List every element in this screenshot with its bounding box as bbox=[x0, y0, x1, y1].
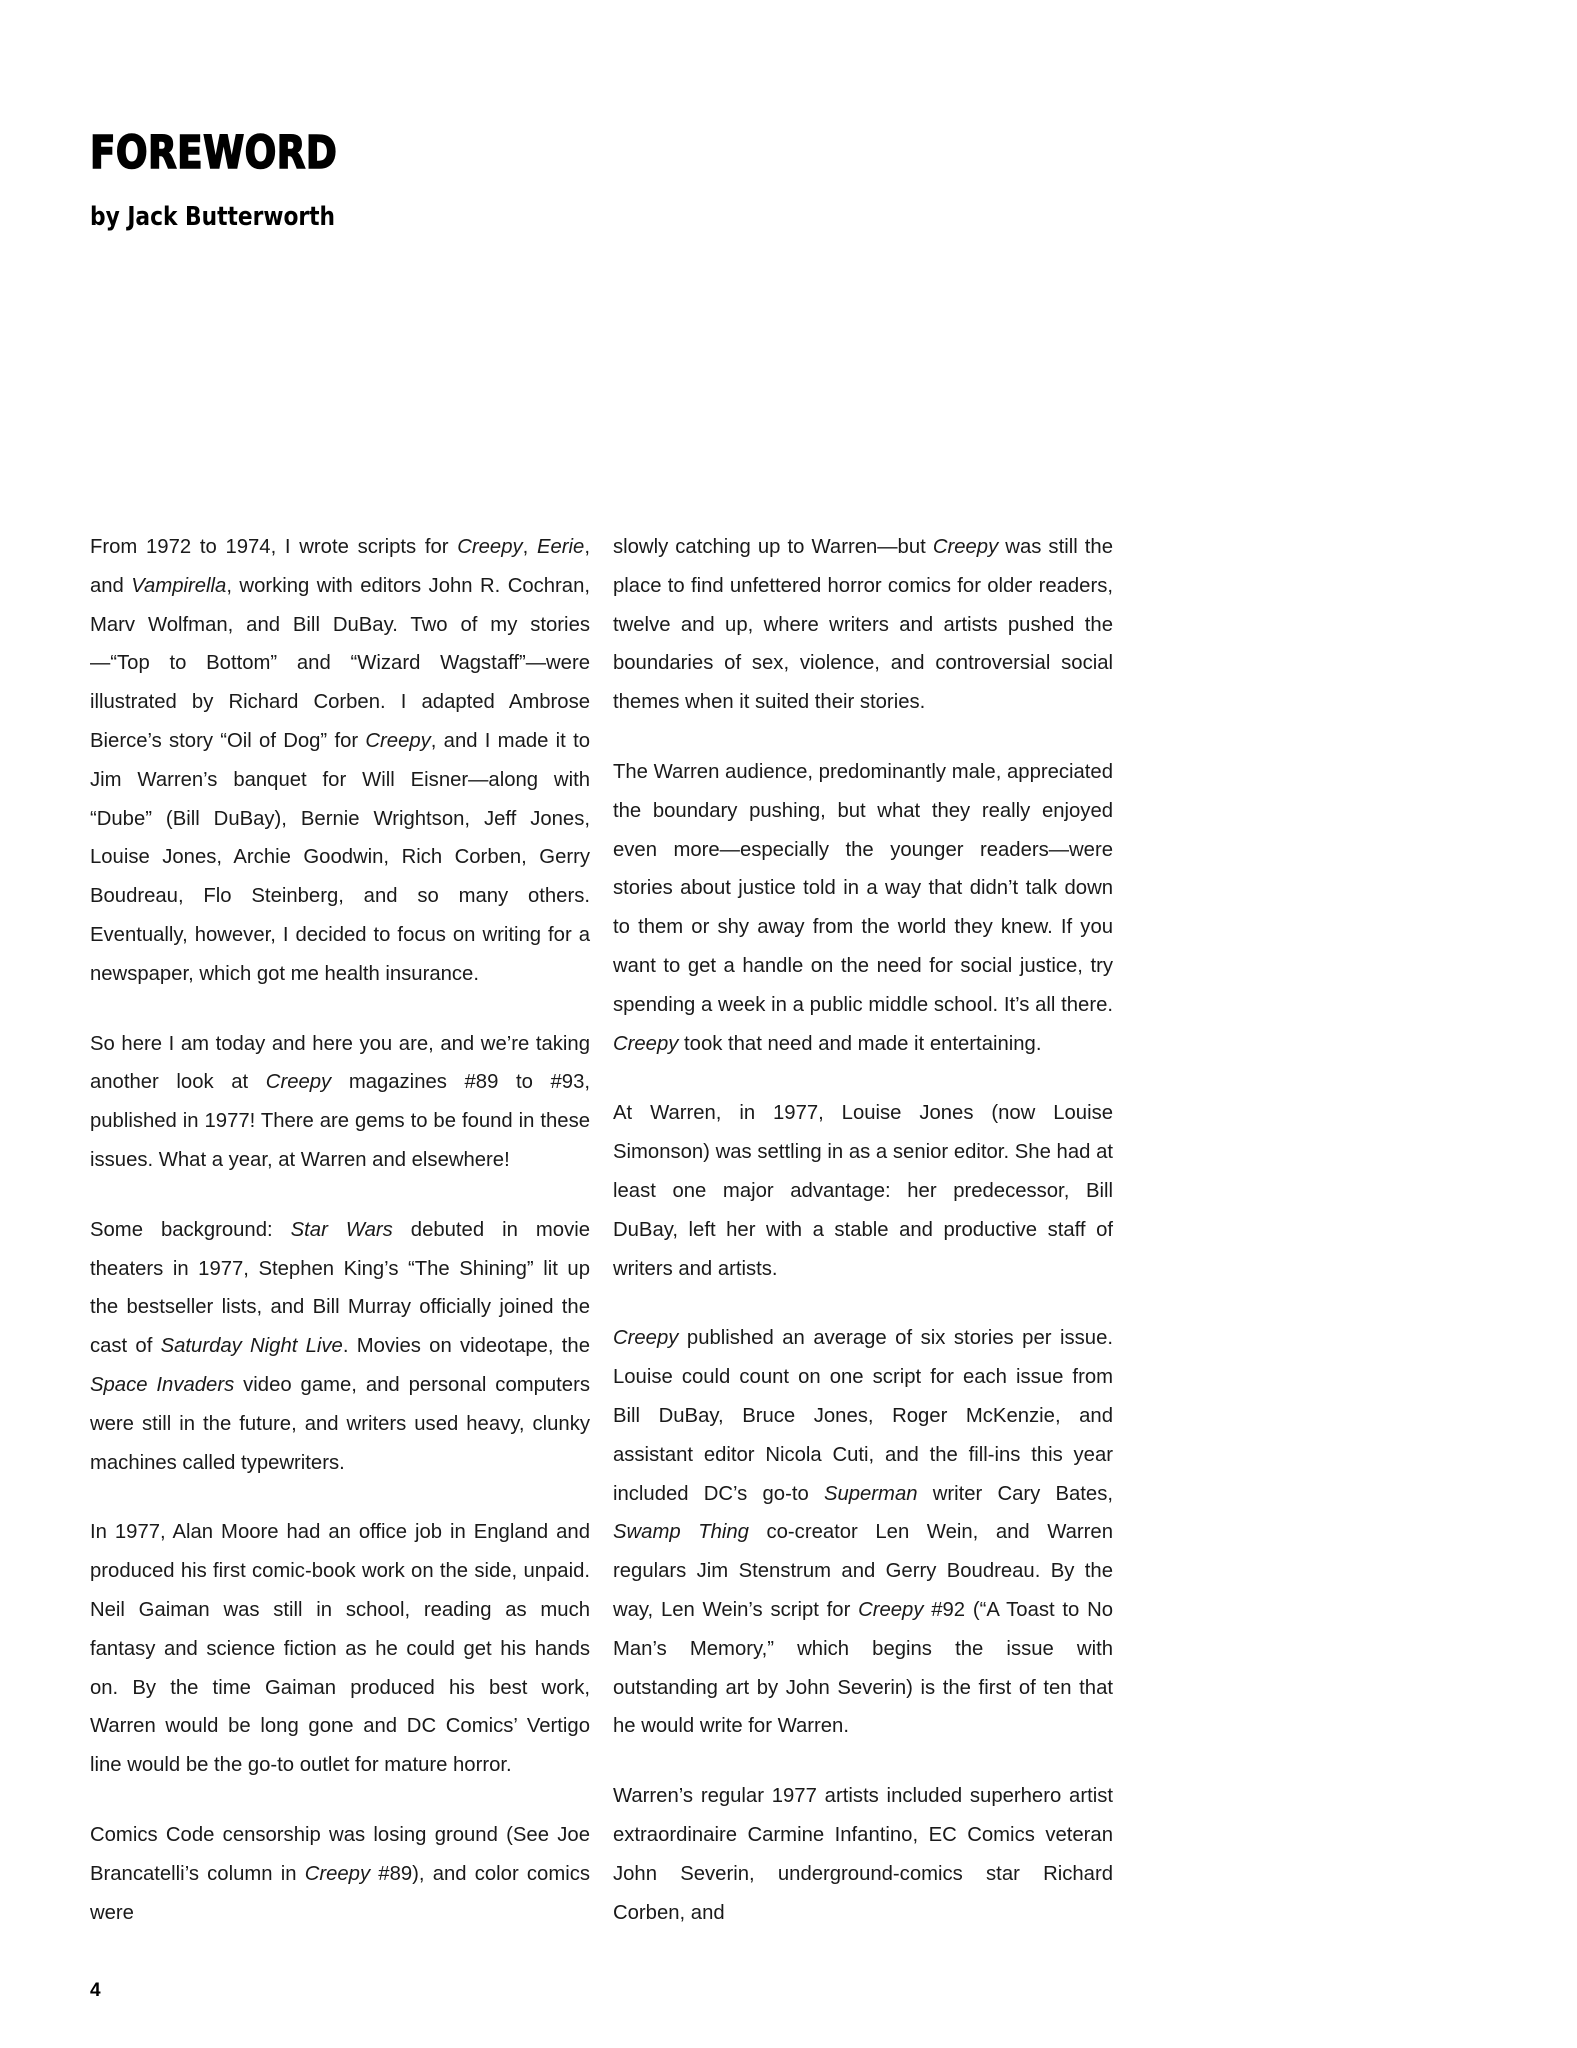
body-paragraph: The Warren audience, predominantly male, appreciated the boundary pushing, but what they really enjoyed even more—especially the younger readers—were stories about justice told in a way that didn’t talk down to them or shy away from the world they knew. If you want to get a handle on the need for social justice, try spending a week in a public middle school. It’s all there. Creepy took that need and made it entertaining. bbox=[613, 760, 1113, 1055]
foreword-header bbox=[90, 128, 890, 234]
italic-title: Creepy bbox=[365, 729, 431, 752]
body-paragraph: Creepy published an average of six stories per issue. Louise could count on one script for each issue from Bill DuBay, Bruce Jones, Roger McKenzie, and assistant editor Nicola Cuti, and the fill-ins this year included DC’s go-to Superman writer Cary Bates, Swamp Thing co-creator Len Wein, and Warren regulars Jim Stenstrum and Gerry Boudreau. By the way, Len Wein’s script for Creepy #92 (“A Toast to No Man’s Memory,” which begins the issue with outstanding art by John Severin) is the first of ten that he would write for Warren. bbox=[613, 1327, 1113, 1738]
body-paragraph: Warren’s regular 1977 artists included superhero artist extraordinaire Carmine Infantino, EC Comics veteran John Severin, underground-comics star Richard Corben, and bbox=[613, 1785, 1113, 1924]
left-text-column bbox=[90, 528, 590, 1932]
italic-title: Creepy bbox=[613, 1327, 679, 1350]
italic-title: Creepy bbox=[858, 1598, 924, 1621]
body-paragraph: Some background: Star Wars debuted in movie theaters in 1977, Stephen King’s “The Shining” lit up the bestseller lists, and Bill Murray officially joined the cast of Saturday Night Live. Movies on videotape, the Space Invaders video game, and personal computers were still in the future, and writers used heavy, clunky machines called typewriters. bbox=[90, 1218, 590, 1474]
italic-title: Saturday Night Live bbox=[160, 1335, 343, 1358]
body-paragraph: At Warren, in 1977, Louise Jones (now Louise Simonson) was settling in as a senior editor. She had at least one major advantage: her predecessor, Bill DuBay, left her with a stable and productive staff of writers and artists. bbox=[613, 1102, 1113, 1280]
author-byline: by Jack Butterworth bbox=[90, 202, 336, 232]
body-paragraph: In 1977, Alan Moore had an office job in England and produced his first comic-book work on the side, unpaid. Neil Gaiman was still in school, reading as much fantasy and science fiction as he could get his hands on. By the time Gaiman produced his best work, Warren would be long gone and DC Comics’ Vertigo line would be the go-to outlet for mature horror. bbox=[90, 1521, 590, 1777]
page-title: FOREWORD bbox=[90, 126, 338, 179]
italic-title: Superman bbox=[823, 1482, 918, 1505]
italic-title: Star Wars bbox=[290, 1218, 393, 1241]
italic-title: Creepy bbox=[613, 1032, 679, 1055]
italic-title: Creepy bbox=[932, 536, 999, 558]
italic-title: Vampirella bbox=[131, 574, 227, 597]
page-number: 4 bbox=[90, 1980, 101, 2001]
italic-title: Creepy bbox=[304, 1862, 371, 1885]
body-paragraph: slowly catching up to Warren—but Creepy was still the place to find unfettered horror comics for older readers, twelve and up, where writers and artists pushed the boundaries of sex, violence, and controversial social themes when it suited their stories. bbox=[613, 536, 1113, 714]
right-text-column bbox=[613, 528, 1113, 1932]
body-paragraph: From 1972 to 1974, I wrote scripts for Creepy, Eerie, and Vampirella, working with editors John R. Cochran, Marv Wolfman, and Bill DuBay. Two of my stories—“Top to Bottom” and “Wizard Wagstaff”—were illustrated by Richard Corben. I adapted Ambrose Bierce’s story “Oil of Dog” for Creepy, and I made it to Jim Warren’s banquet for Will Eisner—along with “Dube” (Bill DuBay), Bernie Wrightson, Jeff Jones, Louise Jones, Archie Goodwin, Rich Corben, Gerry Boudreau, Flo Steinberg, and so many others. Eventually, however, I decided to focus on writing for a newspaper, which got me health insurance. bbox=[90, 536, 590, 985]
italic-title: Creepy bbox=[265, 1071, 332, 1094]
body-paragraph: Comics Code censorship was losing ground (See Joe Brancatelli’s column in Creepy #89), and color comics were bbox=[90, 1823, 590, 1924]
body-columns bbox=[90, 528, 1114, 1924]
body-paragraph: So here I am today and here you are, and we’re taking another look at Creepy magazines #89 to #93, published in 1977! There are gems to be found in these issues. What a year, at Warren and elsewhere! bbox=[90, 1032, 590, 1171]
italic-title: Eerie bbox=[536, 536, 585, 558]
italic-title: Creepy bbox=[457, 536, 523, 558]
italic-title: Swamp Thing bbox=[613, 1521, 749, 1544]
italic-title: Space Invaders bbox=[90, 1373, 235, 1396]
